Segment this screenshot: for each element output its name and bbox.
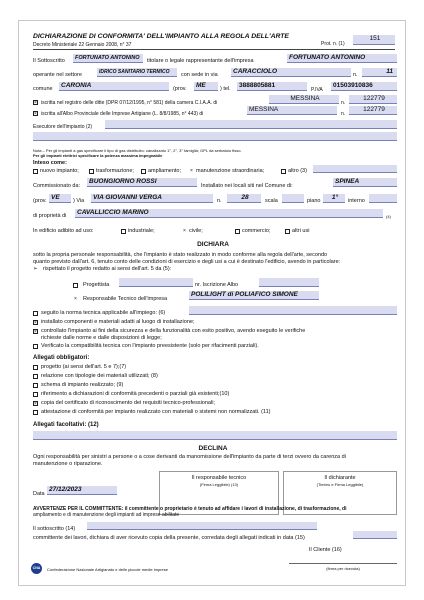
comune-label: comune (33, 86, 53, 92)
altri-usi-label: altri usi (292, 228, 310, 234)
cciaa-city-field[interactable]: MESSINA (269, 95, 339, 104)
prot-number-field[interactable]: 151 (353, 35, 395, 45)
settore-label: operante nel settore (33, 72, 82, 78)
sede-label: con sede in via (181, 72, 218, 78)
allegato-1-label: progetto (ai sensi dell'art. 5 e 7);(7) (41, 364, 127, 370)
allegato-3-label: schema di impianto realizzato; (9) (41, 382, 124, 388)
allegato-2-label: relazione con tipologie dei materiali utilizzati; (8) (41, 373, 158, 379)
controllato-checkbox[interactable]: × (34, 329, 37, 335)
prot-label: Prot. n. (1) (321, 41, 345, 47)
scala-field[interactable] (282, 194, 304, 203)
prov-label: (prov. (173, 86, 187, 92)
piano-field[interactable]: 1° (323, 194, 345, 203)
declina-line-1: Ogni responsabilità per sinistri a persone o a cose derivanti da manomissione dell'impianto da parte di terzi ovvero da carenza di (33, 454, 346, 460)
norma-field[interactable] (189, 306, 397, 315)
albo-label: iscritta all'Albo Provinciale delle Imprese Artigiane (L. 8/8/1985, n° 443) di (41, 111, 204, 117)
settore-field[interactable]: IDRICO SANITARIO TERMICO (97, 68, 177, 77)
nuovo-label: nuovo impianto; (40, 168, 79, 174)
albo-checkbox[interactable]: × (34, 111, 37, 117)
albo-city-field[interactable]: MESSINA (247, 106, 337, 115)
declina-line-2: manutenzione o riparazione. (33, 461, 103, 467)
allegato-3-checkbox[interactable] (33, 383, 38, 388)
componenti-label: installato componenti e materiali adatti al luogo di installazione; (41, 319, 195, 325)
edificio-label: In edificio adibito ad uso: (33, 228, 94, 234)
facoltativi-field[interactable] (33, 431, 397, 440)
inst-n-field[interactable]: 28 (227, 194, 261, 203)
scala-label: scala (265, 198, 278, 204)
altro-checkbox[interactable] (281, 169, 286, 174)
esecutore-field-2[interactable] (33, 132, 397, 141)
cna-logo (31, 563, 42, 574)
commercio-label: commercio; (242, 228, 271, 234)
electric-note: Per gli impianti elettrici specificare la potenza massima impegnabile (33, 153, 163, 158)
albo-n-label: n. (341, 111, 346, 117)
responsabile-label: Responsabile Tecnico dell'impresa (83, 296, 168, 302)
responsabile-title: Il responsabile tecnico (191, 475, 247, 481)
header-divider (33, 49, 395, 50)
firma-label: (firma per ricevuta) (326, 566, 360, 571)
piano-label: piano (307, 198, 321, 204)
tel-field[interactable]: 3888805881 (237, 82, 307, 91)
allegato-4-label: riferimento a dichiarazioni di conformità precedenti o parziali già esistenti;(10) (41, 391, 230, 397)
dichiarante-title: Il dichiarante (324, 475, 356, 481)
allegato-1-checkbox[interactable] (33, 365, 38, 370)
progetto-bullet: ➢ (33, 266, 38, 272)
sede-via-field[interactable]: CARACCIOLO (231, 68, 351, 77)
nuovo-checkbox[interactable] (33, 169, 38, 174)
proprieta-label: di proprietà di (33, 213, 67, 219)
controllato-label: controllato l'impianto ai fini della sicurezza e della funzionalità con esito positivo, avendo eseguito le verifiche (41, 328, 306, 334)
cciaa-label: iscritta nel registro delle ditte (DPR 07/12/1995, n° 581) della camera C.I.A.A. di (41, 100, 218, 106)
esecutore-field[interactable] (105, 120, 397, 129)
cciaa-n-label: n. (341, 100, 346, 106)
tel-label: ) tel. (220, 86, 231, 92)
progettista-checkbox[interactable] (73, 283, 78, 288)
trasformazione-label: trasformazione; (96, 168, 134, 174)
cciaa-checkbox[interactable]: × (34, 100, 37, 106)
civile-label: civile; (189, 228, 203, 234)
altro-field[interactable] (313, 165, 397, 173)
dichiara-line-2: quanto previsto dall'art. 6, tenuto conto delle condizioni di esercizio e degli usi a cui è destinato l'edificio, avendo in particolare: (33, 259, 341, 265)
cciaa-n-field[interactable]: 122779 (349, 95, 397, 104)
avvertenze-line-3: committente dei lavori, dichiara di aver ricevuto copia della presente, corredata degli allegati indicati in data (15) (33, 535, 305, 541)
allegato-5-label: copia del certificato di riconoscimento dei requisiti tecnico-professionali; (41, 400, 215, 406)
progettista-field[interactable] (119, 278, 193, 287)
dichiara-line-3: rispettato il progetto redatto ai sensi dell'art. 5 da (5): (43, 266, 172, 272)
dichiarante-sub: (Timbro e Firma Leggibile) (316, 482, 364, 487)
controllato-label-cont: richieste dalle norme e dalle disposizioni di legge; (41, 335, 162, 341)
inteso-label: Inteso come: (33, 160, 67, 166)
commercio-checkbox[interactable] (235, 229, 240, 234)
avvertenze-text: AVVERTENZE PER IL COMMITTENTE: il committente o proprietario è tenuto ad affidare i lavori di installazione, di trasformazione, di (33, 506, 347, 512)
altro-label: altro (3) (288, 168, 307, 174)
componenti-checkbox[interactable]: × (34, 320, 37, 326)
cliente-signature-line (289, 563, 397, 564)
form-title: DICHIARAZIONE DI CONFORMITA' DELL'IMPIANTO ALLA REGOLA DELL'ARTE (33, 33, 289, 40)
footer-text: Confederazione Nazionale Artigianato e delle piccole medie imprese (47, 567, 168, 572)
allegato-2-checkbox[interactable] (33, 374, 38, 379)
cna-logo-text: CNA (32, 566, 41, 570)
inst-via-field[interactable]: VIA GIOVANNI VERGA (91, 194, 213, 203)
declaration-form (18, 20, 406, 586)
facoltativi-label: Allegati facoltativi: (12) (33, 422, 99, 428)
allegati-heading: Allegati obbligatori: (33, 355, 90, 361)
data-ricevuta-field[interactable] (353, 531, 397, 539)
commissionato-label: Commissionato da: (33, 183, 81, 189)
sottoscritto-field[interactable]: FORTUNATO ANTONINO (73, 54, 143, 63)
trasformazione-checkbox[interactable] (89, 169, 94, 174)
inst-prov-field[interactable]: VE (49, 194, 71, 203)
proprieta-field[interactable]: CAVALLICCIO MARINO (75, 209, 383, 218)
piva-label: P.IVA (311, 87, 323, 93)
albo-n-field[interactable]: 122779 (349, 106, 397, 115)
data-label: Data (33, 491, 45, 497)
sede-n-field[interactable]: 11 (362, 68, 397, 77)
inst-n-label: n. (217, 198, 222, 204)
cliente-sottoscritto-field[interactable] (87, 522, 317, 530)
esecutore-label: Esecutore dell'impianto (2) (33, 124, 93, 130)
compatibilita-checkbox[interactable] (33, 344, 38, 349)
responsabile-field[interactable]: POLILIGHT di POLIAFICO SIMONE (189, 291, 319, 300)
allegato-5-checkbox[interactable]: × (34, 401, 37, 407)
installato-field[interactable]: SPINEA (333, 178, 397, 187)
gas-note: Nota – Per gli impianti a gas specificare il tipo di gas distribuito: canalizzato 1°, 2°, 3° famiglia; GPL da serbatoio fisso. (33, 148, 242, 153)
norma-checkbox[interactable] (33, 311, 38, 316)
allegato-6-checkbox[interactable] (33, 410, 38, 415)
proprieta-note: (4) (386, 214, 391, 219)
avvertenze-line-2: ampliamento e di manutenzione degli impianti ad imprese abilitate (33, 512, 180, 518)
norma-label: seguito la norma tecnica applicabile all'impiego: (6) (41, 310, 166, 316)
progettista-label: Progettista (83, 282, 110, 288)
albo-nr-field[interactable] (259, 278, 319, 287)
interno-label: interno (348, 198, 365, 204)
dichiara-line-1: sotto la propria personale responsabilità, che l'impianto è stato realizzato in modo conforme alla regola dell'arte, secondo (33, 252, 328, 258)
compatibilita-label: Verificato la compatibilità tecnica con l'impianto preesistente (solo per rifacimenti parziali). (41, 343, 259, 349)
interno-field[interactable] (369, 194, 397, 203)
dichiara-heading: DICHIARA (197, 241, 229, 248)
inst-via-label: ) Via (73, 198, 85, 204)
impresa-field[interactable]: FORTUNATO ANTONINO (287, 54, 397, 63)
data-field[interactable]: 27/12/2023 (47, 486, 117, 495)
cliente-sottoscritto-label: Il sottoscritto (14) (33, 526, 76, 532)
ampliamento-label: ampliamento; (148, 168, 182, 174)
civile-checkbox[interactable]: × (183, 228, 186, 234)
inst-prov-label: (prov. (33, 198, 47, 204)
responsabile-sub: (Firma Leggibile) (13) (199, 482, 239, 487)
decree-reference: Decreto Ministeriale 22 Gennaio 2008, n° 37 (33, 42, 132, 48)
manutenzione-checkbox[interactable]: × (190, 168, 193, 174)
ampliamento-checkbox[interactable] (141, 169, 146, 174)
albo-nr-label: nr. Iscrizione Albo (195, 282, 239, 288)
allegato-4-checkbox[interactable] (33, 392, 38, 397)
comune-field[interactable]: CARONIA (59, 82, 169, 91)
declina-heading: DECLINA (198, 445, 228, 452)
industriale-checkbox[interactable] (121, 229, 126, 234)
cliente-label: Il Cliente (16) (309, 547, 342, 553)
responsabile-checkbox[interactable]: × (74, 296, 77, 302)
installato-label: Installato nei locali siti nel Comune di: (201, 183, 293, 189)
allegato-6-label: attestazione di conformità per impianto realizzato con materiali o sistemi non normalizzati. (11) (41, 409, 271, 415)
sottoscritto-label: Il Sottoscritto (33, 58, 65, 64)
prov-field[interactable]: ME (194, 82, 218, 91)
titolare-label: titolare o legale rappresentante dell'impresa (147, 58, 254, 64)
altri-usi-checkbox[interactable] (285, 229, 290, 234)
commissionato-field[interactable]: BUONGIORNO ROSSI (87, 178, 197, 187)
industriale-label: industriale; (128, 228, 155, 234)
piva-field[interactable]: 01503910836 (331, 82, 397, 91)
manutenzione-label: manutenzione straordinaria; (196, 168, 265, 174)
sede-n-label: n. (353, 72, 358, 78)
